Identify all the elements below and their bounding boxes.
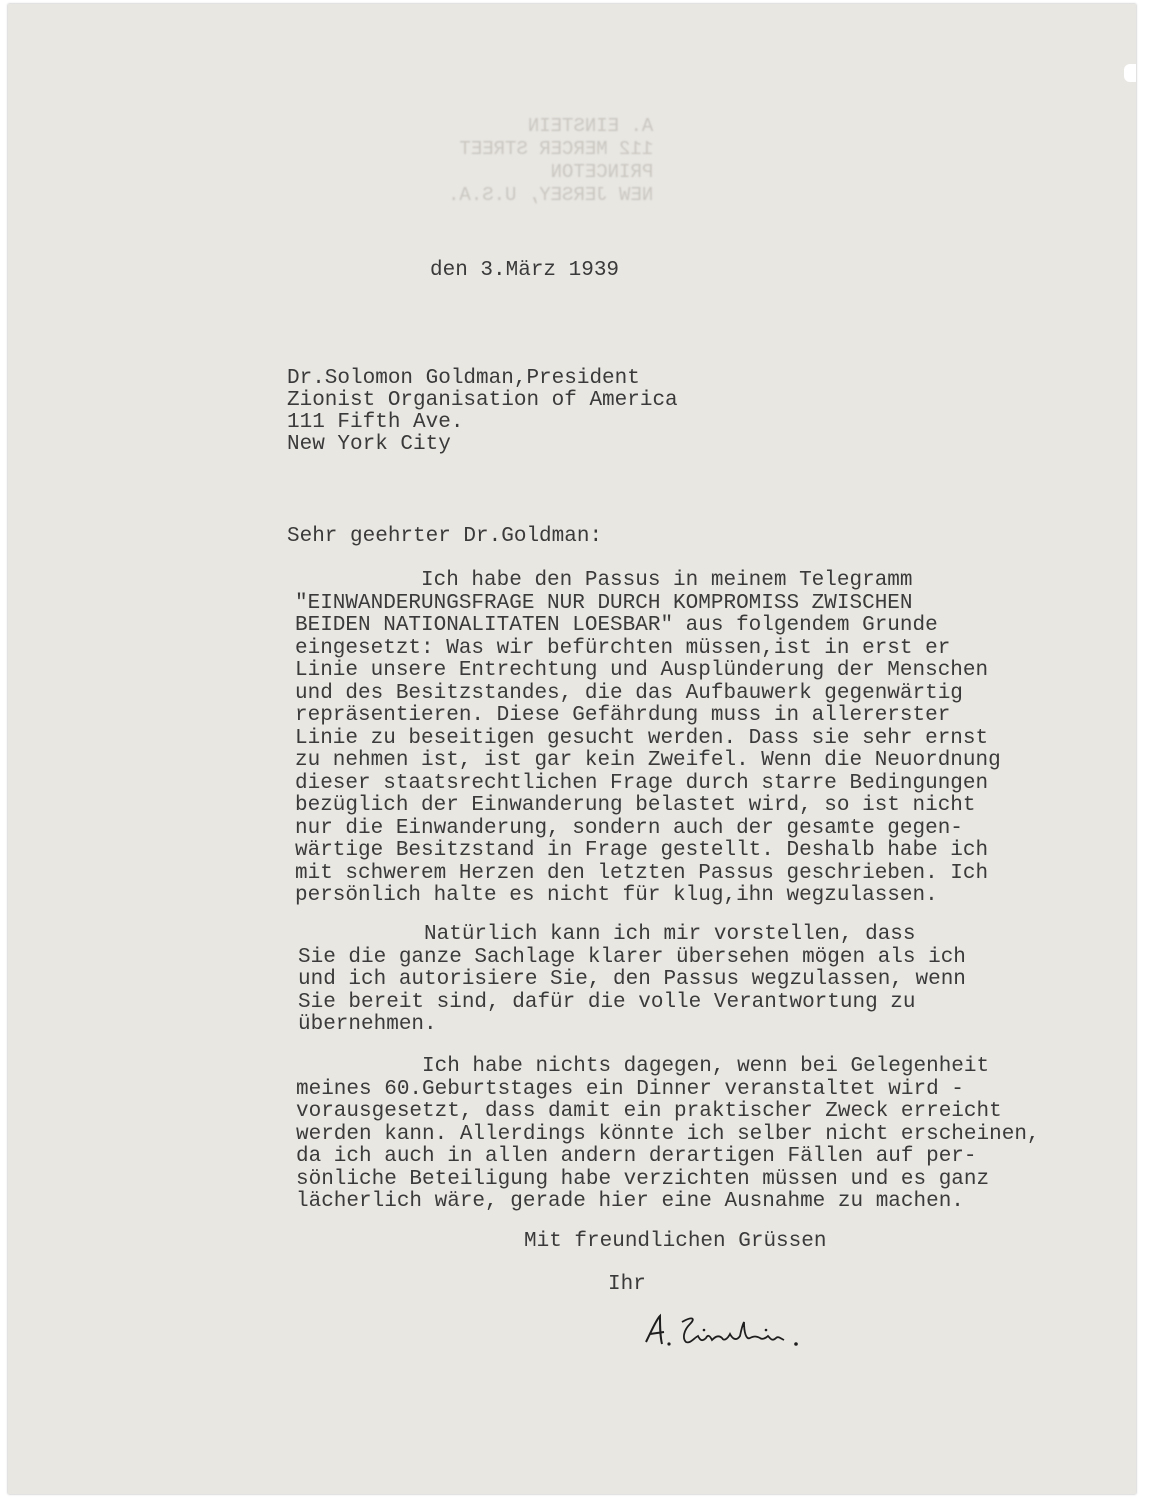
recipient-organisation: Zionist Organisation of America [287, 389, 678, 412]
recipient-street: 111 Fifth Ave. [287, 411, 464, 434]
letter-page [8, 4, 1136, 1494]
handwritten-signature [638, 1308, 808, 1358]
body-paragraph-1: Ich habe den Passus in meinem Telegramm "EINWANDERUNGSFRAGE NUR DURCH KOMPROMISS ZWISCHEN BEIDEN NATIONALITATEN LOESBAR" aus folgendem Grunde eingesetzt: Was wir befürchten müssen,ist in erst er Linie unsere Entrechtung und Ausplünderung der Menschen und des Besitzstandes, die das Aufbauwerk gegenwärtig repräsentieren. Diese Gefährdung muss in allererster Linie zu beseitigen gesucht werden. Dass sie sehr ernst zu nehmen ist, ist gar kein Zweifel. Wenn die Neuordnung dieser staatsrechtlichen Frage durch starre Bedingungen bezüglich der Einwanderung belastet wird, so ist nicht nur die Einwanderung, sondern auch der gesamte gegen- wärtige Besitzstand in Frage gestellt. Deshalb habe ich mit schwerem Herzen den letzten Passus geschrieben. Ich persönlich halte es nicht für klug,ihn wegzulassen. [295, 569, 1001, 907]
salutation: Sehr geehrter Dr.Goldman: [287, 525, 603, 548]
closing-ihr: Ihr [608, 1273, 646, 1296]
recipient-name: Dr.Solomon Goldman,President [287, 367, 640, 390]
letter-date: den 3.März 1939 [430, 259, 620, 282]
paper-edge-notch [1124, 64, 1136, 82]
closing-phrase: Mit freundlichen Grüssen [524, 1230, 827, 1253]
body-paragraph-3: Ich habe nichts dagegen, wenn bei Gelegenheit meines 60.Geburtstages ein Dinner veranstaltet wird - vorausgesetzt, dass damit ein praktischer Zweck erreicht werden kann. Allerdings könnte ich selber nicht erscheinen, da ich auch in allen andern derartigen Fällen auf per- sönliche Beteiligung habe verzichten müssen und es ganz lächerlich wäre, gerade hier eine Ausnahme zu machen. [296, 1055, 1040, 1213]
recipient-city: New York City [287, 433, 451, 456]
body-paragraph-2: Natürlich kann ich mir vorstellen, dass Sie die ganze Sachlage klarer übersehen mögen als ich und ich autorisiere Sie, den Passus wegzulassen, wenn Sie bereit sind, dafür die volle Verantwortung zu übernehmen. [298, 923, 966, 1036]
bleed-through-letterhead: A. EINSTEIN 112 MERCER STREET PRINCETON NEW JERSEY, U.S.A. [448, 115, 654, 206]
